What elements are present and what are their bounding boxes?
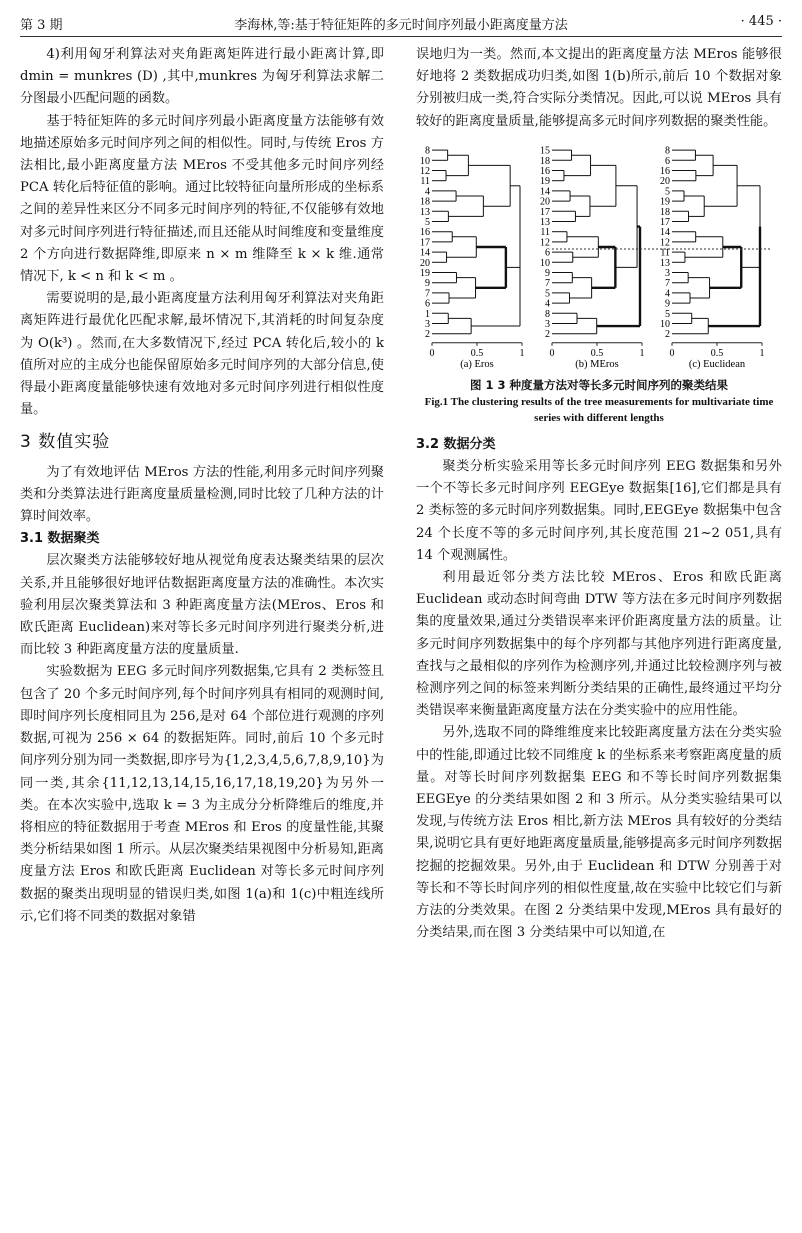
panel-label: (c) Euclidean xyxy=(688,358,746,370)
subsection-heading: 3.1 数据聚类 xyxy=(20,531,100,547)
leaf-label: 8 xyxy=(665,145,670,157)
leaf-label: 17 xyxy=(540,206,550,218)
paragraph: 为了有效地评估 MEros 方法的性能,利用多元时间序列聚类和分类算法进行距离度量质量检测,同时比较了几种方法的计算时间效率。 xyxy=(20,464,384,525)
leaf-label: 9 xyxy=(665,298,670,310)
paragraph: 聚类分析实验采用等长多元时间序列 EEG 数据集和另外一个不等长多元时间序列 EEGEye 数据集[16],它们都是具有 2 类标签的多元时间序列数据集。同时,EEGEye 数据集中包含 24 个长度不等的多元时间序列,其长度范围 21~2 051,具有 14 个观测属性。 xyxy=(416,459,782,563)
leaf-label: 19 xyxy=(660,196,670,208)
panel-label: (a) Eros xyxy=(460,358,494,370)
paragraph: 需要说明的是,最小距离度量方法利用匈牙利算法对夹角距离矩阵进行最优化匹配求解,最坏情况下,其消耗的时间复杂度为 O(k³) 。然而,在大多数情况下,经过 PCA 转化后,较小的 k 值所对应的主成分也能保留原始多元时间序列的大部分信息,使得最小距离度量能够快速有效地对多元时间序列进行相似性度量。 xyxy=(20,291,384,418)
leaf-label: 5 xyxy=(545,288,550,300)
leaf-label: 16 xyxy=(420,227,430,239)
leaf-label: 11 xyxy=(660,247,670,259)
leaf-label: 8 xyxy=(425,145,430,157)
leaf-label: 14 xyxy=(420,247,430,259)
leaf-label: 3 xyxy=(545,318,550,330)
leaf-label: 14 xyxy=(540,186,550,198)
panel-label: (b) MEros xyxy=(575,358,619,370)
leaf-label: 18 xyxy=(540,155,550,167)
leaf-label: 7 xyxy=(665,278,670,290)
leaf-label: 12 xyxy=(420,165,430,177)
leaf-label: 4 xyxy=(665,288,670,300)
paragraph: 利用最近邻分类方法比较 MEros、Eros 和欧氏距离 Euclidean 或动态时间弯曲 DTW 等方法在多元时间序列数据集的度量效果,通过分类错误率来评价距离度量方法的质量。让多元时间序列数据集中的每个序列都与其他序列进行距离度量,查找与之最相似的序列作为检测序列,并通过比较检测序列与被检测序列之间的标签来判断分类结果的正确性,最终通过平均分类错误率来衡量距离度量方法在分类实验中的应用性能。 xyxy=(416,570,782,719)
paragraph: 基于特征矩阵的多元时间序列最小距离度量方法能够有效地描述原始多元时间序列之间的相似性。同时,与传统 Eros 方法相比,最小距离度量方法 MEros 不受其他多元时间序列经 PCA 转化后特征值的影响。通过比较特征向量所形成的坐标系之间的差异性来区分不同多元时间序列的特征,不仅能够有效地对多元时间序列进行特征描述,而且还能从时间维度和变量维度 2 个方向进行数据降维,即原来 n × m 维降至 k × k 维.通常情况下, k < n 和 k < m 。 xyxy=(20,113,384,285)
leaf-label: 15 xyxy=(540,145,550,157)
leaf-label: 8 xyxy=(545,308,550,320)
leaf-label: 20 xyxy=(540,196,550,208)
running-title: 李海林,等:基于特征矩阵的多元时间序列最小距离度量方法 xyxy=(234,18,568,33)
leaf-label: 13 xyxy=(420,206,430,218)
tick-label: 1 xyxy=(519,347,525,359)
paragraph: 另外,选取不同的降维维度来比较距离度量方法在分类实验中的性能,即通过比较不同维度 k 的坐标系来考察距离度量的质量。对等长时间序列数据集 EEG 和不等长时间序列数据集 EEGEye 的分类结果如图 2 和 3 所示。从分类实验结果可以发现,与传统方法 Eros 相比,新方法 MEros 具有较好的分类结果,说明它具有更好地距离度量质量,能够提高多元时间序列数据挖掘的挖掘效果。另外,由于 Euclidean 和 DTW 分别善于对等长和不等长时间序列的相似性度量,故在实验中比较它们与新方法的分类效果。在图 2 分类结果中发现,MEros 具有最好的分类结果,而在图 3 分类结果中可以知道,在 xyxy=(416,725,782,941)
tick-label: 0 xyxy=(549,347,555,359)
leaf-label: 17 xyxy=(660,216,670,228)
leaf-label: 10 xyxy=(420,155,430,167)
leaf-label: 17 xyxy=(420,237,430,249)
leaf-label: 19 xyxy=(540,176,550,188)
leaf-label: 10 xyxy=(660,318,670,330)
figure-caption-cn: 图 1 3 种度量方法对等长多元时间序列的聚类结果 xyxy=(469,377,728,392)
tick-label: 0 xyxy=(429,347,435,359)
leaf-label: 20 xyxy=(420,257,430,269)
running-header xyxy=(20,14,782,37)
leaf-label: 5 xyxy=(665,186,670,198)
leaf-label: 7 xyxy=(425,288,430,300)
tick-label: 0 xyxy=(669,347,675,359)
leaf-label: 13 xyxy=(540,216,550,228)
figure-dendrograms xyxy=(416,139,782,374)
tick-label: 0.5 xyxy=(470,347,484,359)
dendrogram-figure xyxy=(416,139,782,374)
left-column xyxy=(20,44,384,928)
leaf-label: 6 xyxy=(425,298,430,310)
leaf-label: 18 xyxy=(660,206,670,218)
leaf-label: 5 xyxy=(425,216,430,228)
tick-label: 0.5 xyxy=(710,347,724,359)
leaf-label: 1 xyxy=(425,308,430,320)
leaf-label: 10 xyxy=(540,257,550,269)
paragraph: 实验数据为 EEG 多元时间序列数据集,它具有 2 类标签且包含了 20 个多元时间序列,每个时间序列具有相同的观测时间,即时间序列长度相同且为 256,是对 64 个部位进行观测的序列数据,可视为 256 × 64 的数据矩阵。同时,前后 10 个多元时间序列分别为同一类数据,即序号为{1,2,3,4,5,6,7,8,9,10}为同一类,其余{11,12,13,14,15,16,17,18,19,20}为另外一类。在本次实验中,选取 k = 3 为主成分分析降维后的维度,并将相应的特征数据用于考查 MEros 和 Eros 的度量性能,其聚类分析结果如图 1 所示。从层次聚类结果视图中分析易知,距离度量方法 Eros 和欧氏距离 Euclidean 对等长多元时间序列数据的聚类出现明显的错误归类,如图 1(a)和 1(c)中粗连线所示,它们将不同类的数据对象错 xyxy=(20,664,384,924)
right-column xyxy=(416,44,782,944)
leaf-label: 2 xyxy=(545,329,550,341)
leaf-label: 14 xyxy=(660,227,670,239)
leaf-label: 6 xyxy=(545,247,550,259)
leaf-label: 16 xyxy=(540,165,550,177)
leaf-label: 3 xyxy=(665,267,670,279)
leaf-label: 11 xyxy=(420,176,430,188)
leaf-label: 18 xyxy=(420,196,430,208)
issue-number: 第 3 期 xyxy=(20,18,63,33)
leaf-label: 19 xyxy=(420,267,430,279)
leaf-label: 12 xyxy=(660,237,670,249)
leaf-label: 3 xyxy=(425,318,430,330)
paragraph: 误地归为一类。然而,本文提出的距离度量方法 MEros 能够很好地将 2 类数据成功归类,如图 1(b)所示,前后 10 个数据对象分别被归成一类,符合实际分类情况。因此,可以说 MEros 具有较好的距离度量质量,能够提高多元时间序列数据的聚类性能。 xyxy=(416,47,782,129)
tick-label: 0.5 xyxy=(590,347,604,359)
page-number: · 445 · xyxy=(740,14,782,29)
leaf-label: 2 xyxy=(425,329,430,341)
leaf-label: 5 xyxy=(665,308,670,320)
tick-label: 1 xyxy=(639,347,645,359)
paragraph: 4)利用匈牙利算法对夹角距离矩阵进行最小距离计算,即 dmin = munkres (D) ,其中,munkres 为匈牙利算法求解二分图最小匹配问题的函数。 xyxy=(20,47,384,107)
leaf-label: 12 xyxy=(540,237,550,249)
figure-caption-en: Fig.1 The clustering results of the tree measurements for multivariate time series with different lengths xyxy=(424,395,774,424)
leaf-label: 13 xyxy=(660,257,670,269)
leaf-label: 20 xyxy=(660,176,670,188)
leaf-label: 9 xyxy=(545,267,550,279)
leaf-label: 16 xyxy=(660,165,670,177)
leaf-label: 7 xyxy=(545,278,550,290)
tick-label: 1 xyxy=(759,347,765,359)
leaf-label: 4 xyxy=(545,298,550,310)
leaf-label: 11 xyxy=(540,227,550,239)
leaf-label: 9 xyxy=(425,278,430,290)
leaf-label: 4 xyxy=(425,186,430,198)
section-heading: 3 数值实验 xyxy=(20,432,111,453)
subsection-heading: 3.2 数据分类 xyxy=(416,436,496,452)
paragraph: 层次聚类方法能够较好地从视觉角度表达聚类结果的层次关系,并且能够很好地评估数据距离度量方法的准确性。本次实验利用层次聚类算法和 3 种距离度量方法(MEros、Eros 和欧氏距离 Euclidean)来对等长多元时间序列进行聚类分析,进而比较 3 种距离度量方法的度量质量. xyxy=(20,553,384,658)
leaf-label: 6 xyxy=(665,155,670,167)
leaf-label: 2 xyxy=(665,329,670,341)
